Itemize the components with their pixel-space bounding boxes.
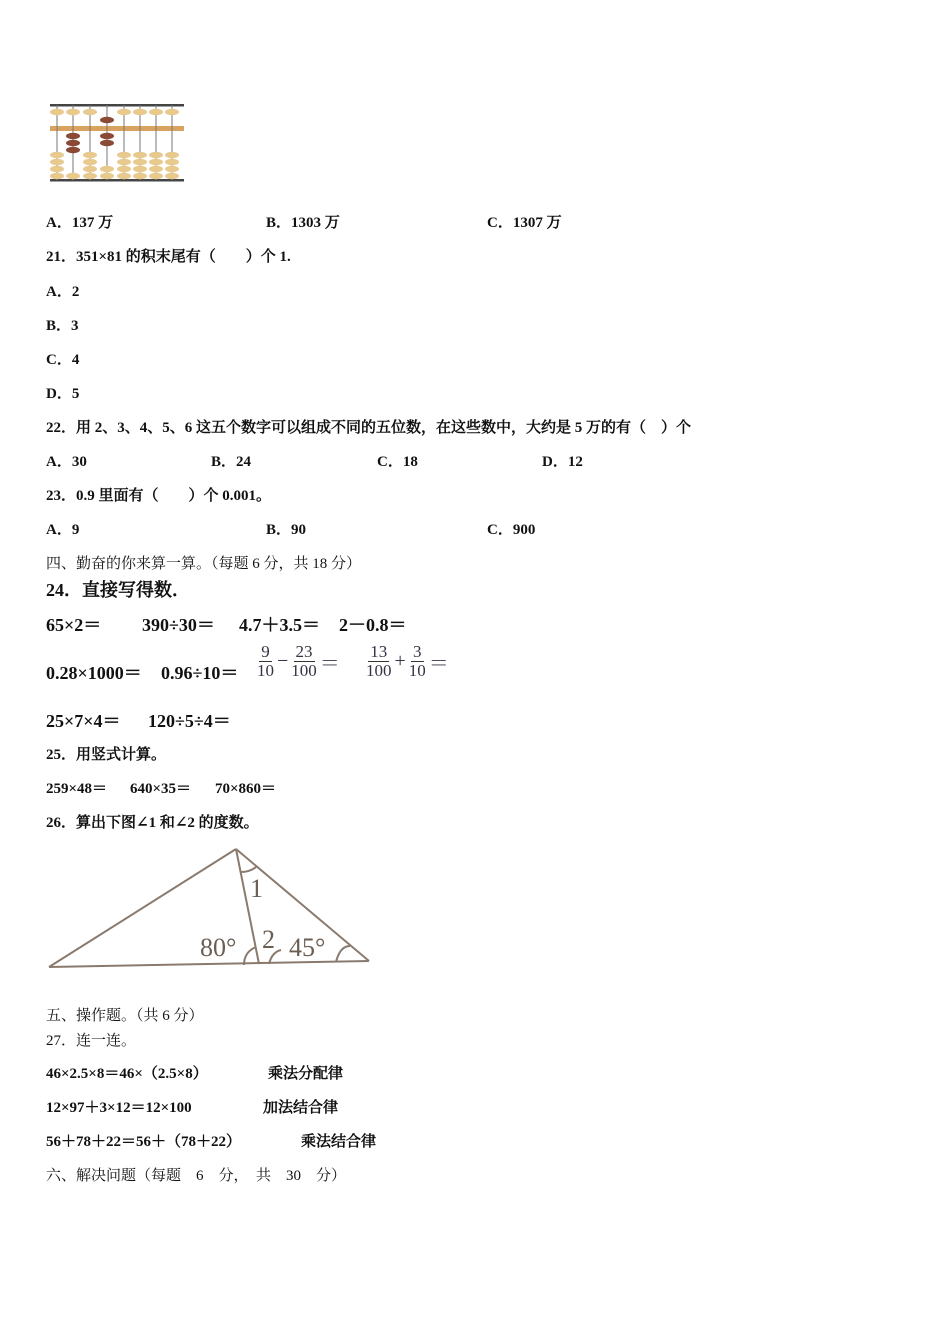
q24-item: 2－0.8＝	[339, 615, 407, 635]
q26-question: 26．算出下图∠1 和∠2 的度数。	[46, 815, 259, 831]
angle-arc	[241, 867, 256, 872]
operator: −	[277, 649, 289, 672]
q21-question: 21．351×81 的积末尾有（ ）个 1.	[46, 249, 291, 265]
q24-question: 24．直接写得数．	[46, 580, 190, 600]
angle-1-label: 1	[250, 874, 263, 903]
denominator: 100	[291, 660, 317, 680]
q23-question: 23．0.9 里面有（ ）个 0.001。	[46, 488, 272, 504]
q25-question: 25．用竖式计算。	[46, 747, 167, 763]
numerator: 13	[370, 642, 388, 661]
q25-item: 259×48＝	[46, 781, 108, 797]
option-text: 1303 万	[291, 215, 340, 231]
option-letter: B．	[266, 215, 292, 231]
operator: +	[394, 649, 406, 672]
q21-option-d[interactable]: D．5	[46, 386, 80, 402]
q27-question: 27．连一连。	[46, 1033, 137, 1049]
q25-item: 70×860＝	[215, 781, 277, 797]
option-letter: C．	[487, 215, 513, 231]
equals: ＝	[319, 652, 340, 675]
fraction	[407, 643, 428, 680]
section-5-heading: 五、操作题。（共 6 分）	[46, 1008, 204, 1024]
q23-option-a[interactable]: A．9	[46, 522, 80, 538]
angle-arc	[336, 946, 350, 962]
numerator: 23	[295, 642, 313, 661]
q22-option-d[interactable]: D．12	[542, 454, 583, 470]
q21-option-c[interactable]: C．4	[46, 352, 80, 368]
triangle-diagram	[44, 842, 374, 974]
option-letter: A．	[46, 215, 72, 231]
q24-item: 120÷5÷4＝	[148, 711, 231, 731]
abacus-image	[48, 100, 186, 186]
q24-item: 4.7＋3.5＝	[239, 615, 320, 635]
denominator: 10	[408, 660, 426, 680]
fraction	[289, 643, 319, 680]
q27-law[interactable]: 乘法结合律	[301, 1134, 377, 1150]
q24-item: 390÷30＝	[142, 615, 215, 635]
equals: ＝	[428, 652, 449, 675]
q20-option-c[interactable]	[487, 211, 562, 232]
denominator: 10	[257, 660, 274, 680]
q24-item: 0.28×1000＝	[46, 663, 142, 683]
numerator: 9	[261, 642, 270, 661]
denominator: 100	[366, 660, 392, 680]
q27-expression[interactable]: 56＋78＋22＝56＋（78＋22）	[46, 1134, 242, 1150]
q22-question: 22．用 2、3、4、5、6 这五个数字可以组成不同的五位数，在这些数中，大约是 5 万的有（ ）个	[46, 420, 692, 436]
q22-option-b[interactable]: B．24	[211, 454, 252, 470]
fraction	[364, 643, 394, 680]
angle-45-label: 45°	[289, 933, 326, 962]
q27-law[interactable]: 乘法分配律	[268, 1066, 344, 1082]
q20-option-b[interactable]	[266, 211, 340, 232]
q21-option-b[interactable]: B．3	[46, 318, 79, 334]
q24-fraction-expr-2	[364, 643, 450, 680]
q27-expression[interactable]: 46×2.5×8＝46×（2.5×8）	[46, 1066, 208, 1082]
q23-option-b[interactable]: B．90	[266, 522, 307, 538]
q27-expression[interactable]: 12×97＋3×12＝12×100	[46, 1100, 192, 1116]
fraction	[255, 643, 276, 680]
option-text: 1307 万	[512, 215, 562, 231]
section-4-heading: 四、勤奋的你来算一算。（每题 6 分，共 18 分）	[46, 556, 362, 572]
q24-item: 25×7×4＝	[46, 711, 121, 731]
q22-option-c[interactable]: C．18	[377, 454, 418, 470]
angle-80-label: 80°	[200, 933, 237, 962]
section-6-heading: 六、解决问题（每题 6 分， 共 30 分）	[46, 1168, 347, 1184]
angle-2-label: 2	[262, 925, 275, 954]
q23-option-c[interactable]: C．900	[487, 522, 536, 538]
q27-law[interactable]: 加法结合律	[263, 1100, 339, 1116]
option-text: 137 万	[71, 215, 114, 231]
numerator: 3	[413, 642, 422, 661]
q22-option-a[interactable]: A．30	[46, 454, 87, 470]
q24-fraction-expr-1	[255, 643, 341, 680]
q20-option-a[interactable]	[46, 211, 113, 232]
q24-item: 65×2＝	[46, 615, 102, 635]
q24-item: 0.96÷10＝	[161, 663, 239, 683]
q25-item: 640×35＝	[130, 781, 192, 797]
q21-option-a[interactable]: A．2	[46, 284, 80, 300]
